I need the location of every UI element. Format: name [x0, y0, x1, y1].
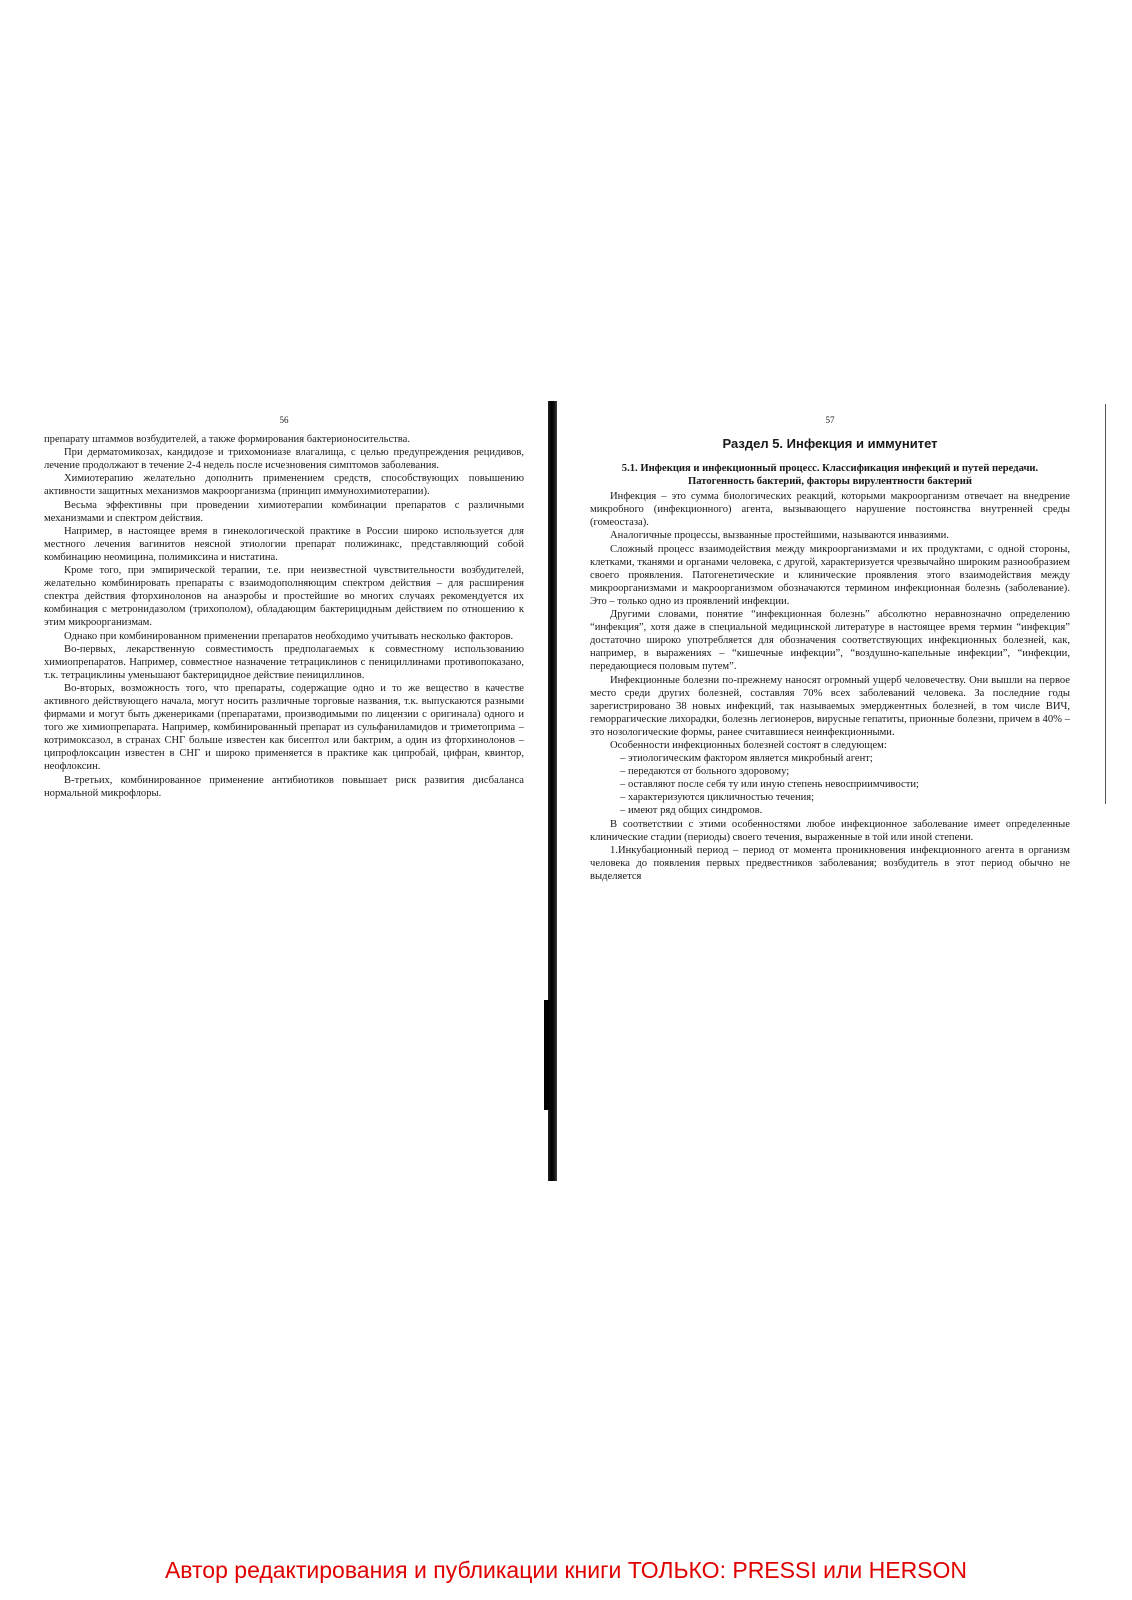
paragraph: Однако при комбинированном применении препаратов необходимо учитывать несколько факторов. — [64, 630, 514, 642]
paragraph: препарату штаммов возбудителей, а также формирования бактерионосительства. — [44, 434, 411, 446]
section-title: Раздел 5. Инфекция и иммунитет — [722, 436, 938, 452]
paragraph: При дерматомикозах, кандидозе и трихомониазе влагалища, с целью предупреждения рецидивов, лечение продолжают в течение 2-4 недель после исчезновения симптомов заболевания. — [44, 447, 524, 472]
page-edge-line — [1105, 404, 1106, 804]
paragraph: Например, в настоящее время в гинекологической практике в России широко используется для местного лечения вагинитов неясной этиологии препарат полижинакс, представляющий собой комбинацию неомицина, полимиксина и нистатина. — [44, 525, 524, 563]
paragraph: Весьма эффективны при проведении химиотерапии комбинации препаратов с различными механизмами и спектром действия. — [44, 499, 524, 524]
paragraph: Химиотерапию желательно дополнить применением средств, способствующих повышению активности защитных механизмов макроорганизма (принцип иммунохимиотерапии). — [44, 473, 524, 498]
paragraph: Аналогичные процессы, вызванные простейшими, называются инвазиями. — [610, 530, 949, 542]
list-item: – передаются от больного здоровому; — [620, 766, 790, 778]
paragraph: В соответствии с этими особенностями любое инфекционное заболевание имеет определенные клинические стадии (периоды) своего течения, выраженные в той или иной степени. — [590, 818, 1070, 843]
right-page — [590, 414, 1070, 883]
paragraph: Во-вторых, возможность того, что препараты, содержащие одно и то же вещество в качестве активного действующего начала, могут носить различные торговые названия, т.к. выпускаются разными фирмами и могут быть дженериками (препаратами, производимыми по лицензии с оригинала) одного и того же химиопрепарата. Например, комбинированный препарат из сульфаниламидов и триметоприма – котримоксазол, в странах СНГ больше известен как бисептол или бактрим, а один из фторхинолонов – ципрофлоксацин известен в СНГ и широко применяется в практике как ципробай, цифран, квинтор, неофлоксин. — [44, 682, 524, 773]
page-number: 57 — [825, 415, 835, 425]
list-item: – этиологическим фактором является микробный агент; — [620, 753, 873, 765]
paragraph: Другими словами, понятие “инфекционная болезнь” абсолютно неравнозначно определению “инфекция”, хотя даже в специальной медицинской литературе в настоящее время термин “инфекция” достаточно широко употребляется для обозначения соответствующих инфекционных болезней, как, например, в выражениях – “кишечные инфекции”, “воздушно-капельные инфекции”, “инфекции, передающиеся половым путем”. — [590, 609, 1070, 673]
page-number: 56 — [279, 415, 289, 425]
paragraph: Кроме того, при эмпирической терапии, т.е. при неизвестной чувствительности возбудителей, желательно комбинировать препараты с взаимодополняющим спектром действия – для расширения спектра действия фторхинолонов на анаэробы и простейшие во многих случаях рекомендуется их комбинация с метронидазолом (трихополом), обладающим бактерицидным действием по отношению к этим микроорганизмам. — [44, 565, 524, 629]
book-spine-blot — [544, 1000, 550, 1110]
paragraph: Сложный процесс взаимодействия между микроорганизмами и их продуктами, с одной стороны, клетками, тканями и органами человека, с другой, характеризуется чрезвычайно широким разнообразием своего проявления. Патогенетические и клинические проявления этого взаимодействия между микроорганизмами и макроорганизмом обозначаются термином инфекционная болезнь (заболевание). Это – только одно из проявлений инфекции. — [590, 543, 1070, 607]
list-item: – имеют ряд общих синдромов. — [620, 805, 763, 817]
left-page — [44, 414, 524, 800]
subsection-title: 5.1. Инфекция и инфекционный процесс. Классификация инфекций и путей передачи. Патогенность бактерий, факторы вирулентности бактерий — [621, 463, 1039, 488]
list-item: – характеризуются цикличностью течения; — [620, 792, 815, 804]
list-item: – оставляют после себя ту или иную степень невосприимчивости; — [620, 779, 919, 791]
paragraph: Особенности инфекционных болезней состоят в следующем: — [610, 739, 887, 751]
paragraph: В-третьих, комбинированное применение антибиотиков повышает риск развития дисбаланса нормальной микрофлоры. — [44, 774, 524, 799]
paragraph: 1.Инкубационный период – период от момента проникновения инфекционного агента в организм человека до появления первых предвестников заболевания; возбудитель в этот период обычно не выделяется — [590, 844, 1070, 882]
paragraph: Во-первых, лекарственную совместимость предполагаемых к совместному использованию химиопрепаратов. Например, совместное назначение тетрациклинов с пенициллинами противопоказано, т.к. тетрациклины уменьшают бактерицидное действие пенициллинов. — [44, 643, 524, 681]
paragraph: Инфекция – это сумма биологических реакций, которыми макроорганизм отвечает на внедрение микробного (инфекционного) агента, вызывающего нарушение постоянства внутренней среды (гомеостаза). — [590, 491, 1070, 529]
features-list — [590, 752, 1070, 817]
footer-watermark: Автор редактирования и публикации книги ТОЛЬКО: PRESSI или HERSON — [164, 1557, 968, 1583]
paragraph: Инфекционные болезни по-прежнему наносят огромный ущерб человечеству. Они вышли на первое место среди других болезней, составляя 70% всех заболеваний человека. За последние годы зарегистрировано 38 новых инфекций, так называемых эмерджентных болезней, в том числе ВИЧ, геморрагические лихорадки, болезнь легионеров, вирусные гепатиты, прионные болезни, причем в 40% – это нозологические формы, ранее считавшиеся неинфекционными. — [590, 674, 1070, 738]
